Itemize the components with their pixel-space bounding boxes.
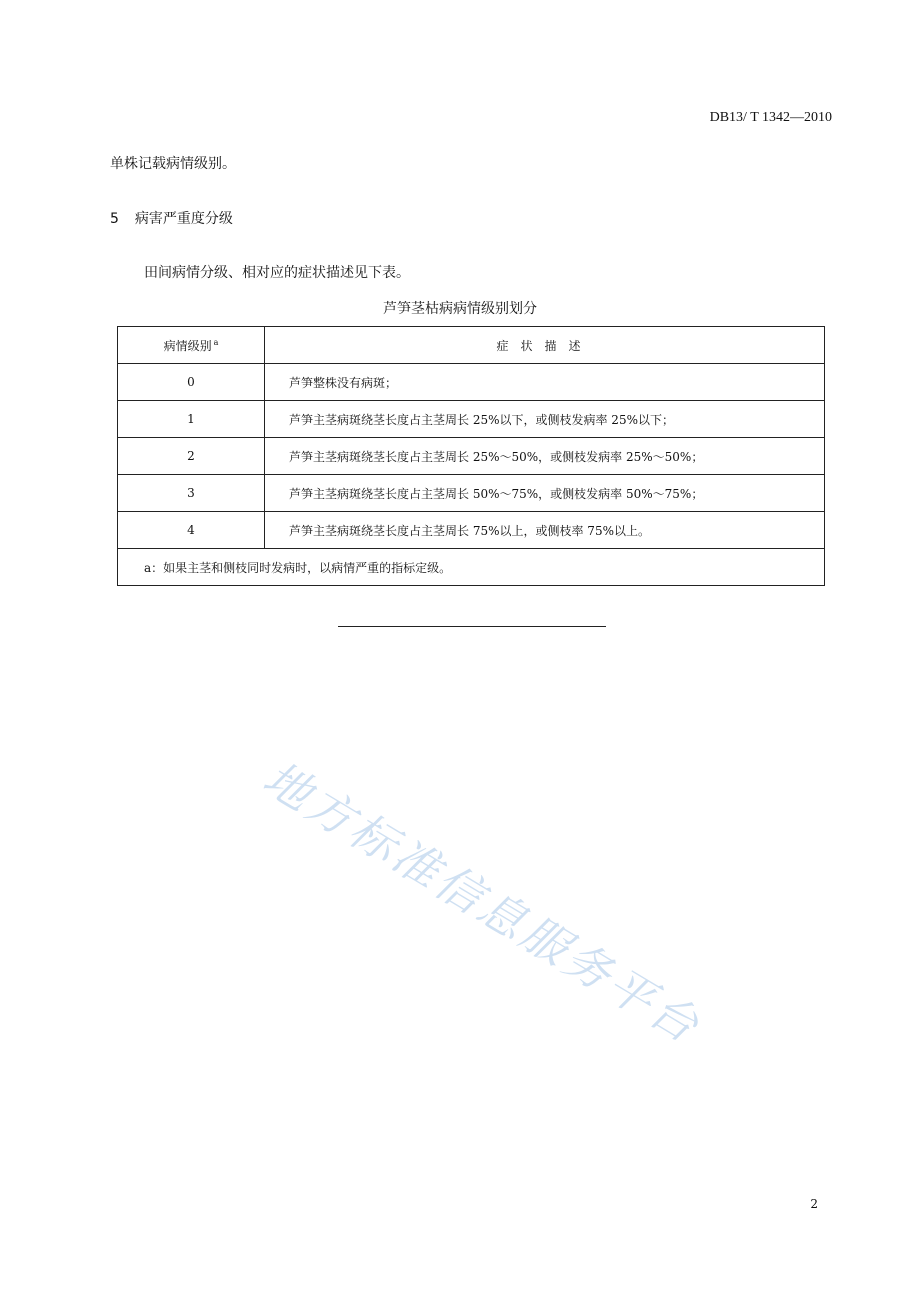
table-row [118,512,825,549]
header-description: 症状描述 [265,327,825,364]
page-number: 2 [810,1197,818,1211]
paragraph: 田间病情分级、相对应的症状描述见下表。 [144,265,410,281]
header-grade [118,327,265,364]
description-cell: 芦笋主茎病斑绕茎长度占主茎周长 50%～75%，或侧枝发病率 50%～75%； [265,475,825,512]
table-note-row [118,549,825,586]
table-row [118,438,825,475]
grade-cell: 0 [118,364,265,401]
section-number: 5 [110,211,119,227]
section-title: 病害严重度分级 [134,211,233,227]
table-row [118,475,825,512]
document-code: DB13/ T 1342—2010 [709,110,832,125]
table-row [118,364,825,401]
section-heading [110,208,233,228]
paragraph: 单株记载病情级别。 [110,156,236,172]
grade-cell: 1 [118,401,265,438]
grade-cell: 4 [118,512,265,549]
table-title: 芦笋茎枯病病情级别划分 [383,301,537,317]
grade-table [117,326,825,586]
grade-cell: 2 [118,438,265,475]
description-cell: 芦笋主茎病斑绕茎长度占主茎周长 75%以上，或侧枝率 75%以上。 [265,512,825,549]
end-rule [338,626,606,627]
description-cell: 芦笋主茎病斑绕茎长度占主茎周长 25%以下，或侧枝发病率 25%以下； [265,401,825,438]
table-footnote: a：如果主茎和侧枝同时发病时，以病情严重的指标定级。 [118,549,825,586]
grade-cell: 3 [118,475,265,512]
description-cell: 芦笋整株没有病斑； [265,364,825,401]
watermark: 地方标准信息服务平台 [254,750,711,1055]
header-grade-label: 病情级别 [163,338,212,353]
table-header-row [118,327,825,364]
footnote-marker: a [213,337,219,347]
table-row [118,401,825,438]
description-cell: 芦笋主茎病斑绕茎长度占主茎周长 25%～50%，或侧枝发病率 25%～50%； [265,438,825,475]
